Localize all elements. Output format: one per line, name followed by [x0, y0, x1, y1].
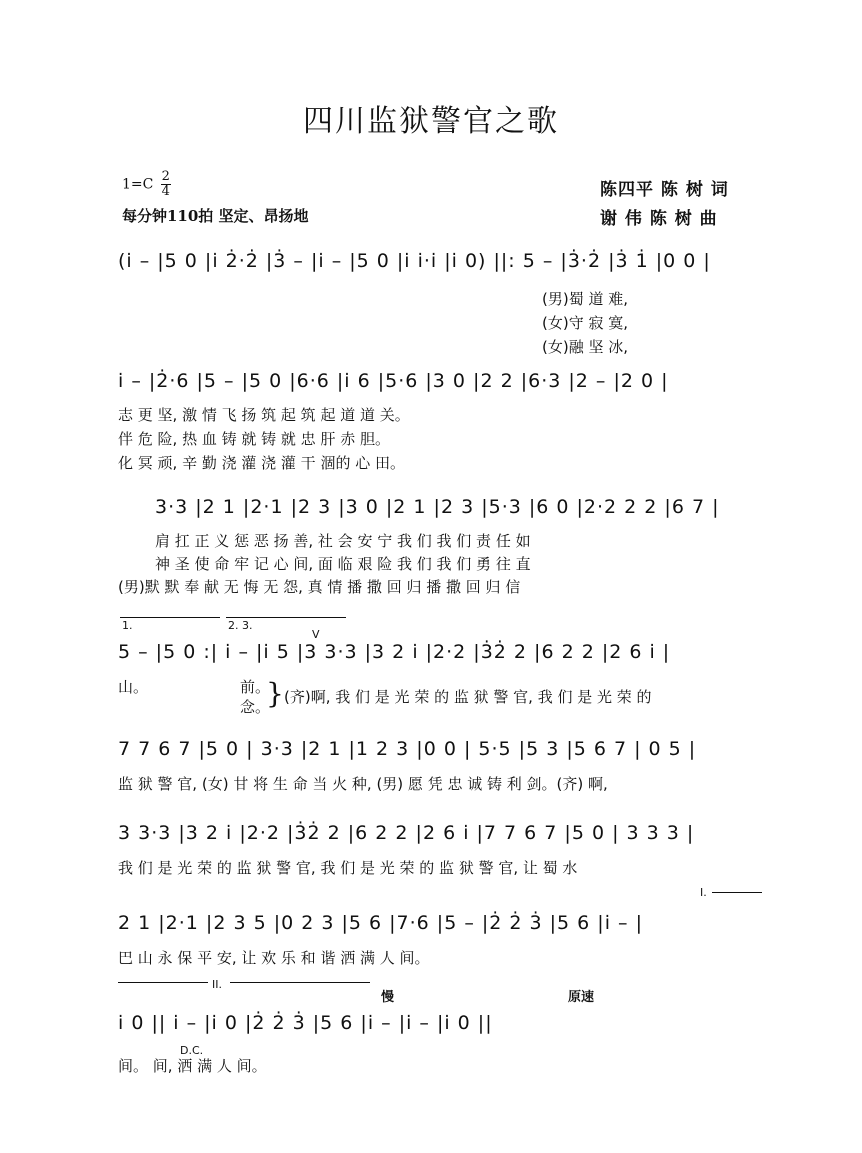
lyrics-line-3-verse-3: (男)默 默 奉 献 无 悔 无 怨, 真 情 播 撒 回 归 播 撒 回 归 信: [118, 578, 521, 596]
key-label: 1=C: [122, 176, 154, 193]
notation-line-8: i̇ 0 || i̇ – |i̇ 0 |2̇ 2̇ 3̇ |5 6 |i̇ – |i̇ – |i̇ 0 ||: [118, 1012, 493, 1034]
slow-marking: 慢: [381, 990, 395, 1005]
lyrics-line-1-verse-1: (男)蜀 道 难,: [542, 290, 629, 308]
time-signature: [161, 170, 171, 199]
volta-23-bracket: [226, 617, 346, 618]
notation-line-3: 3·3 |2 1 |2·1 |2 3 |3 0 |2 1 |2 3 |5·3 |6 0 |2·2 2 2 |6 7 |: [155, 496, 720, 518]
time-sig-top: 2: [161, 169, 170, 184]
notation-line-4: 5 – |5 0 :| i̇ – |i̇ 5 |3 3·3 |3 2 i̇ |2·2 |3̇2̇ 2 |6 2 2 |2 6 i̇ |: [118, 641, 671, 663]
lyrics-line-1-verse-2: (女)守 寂 寞,: [542, 314, 629, 332]
lyrics-line-5: 监 狱 警 官, (女) 甘 将 生 命 当 火 种, (男) 愿 凭 忠 诚 铸 利 剑。(齐) 啊,: [118, 775, 608, 793]
lyrics-line-2-verse-2: 伴 危 险, 热 血 铸 就 铸 就 忠 肝 赤 胆。: [118, 430, 390, 448]
notation-line-6: 3 3·3 |3 2 i̇ |2·2 |3̇2̇ 2 |6 2 2 |2 6 i̇ |7 7 6 7 |5 0 | 3 3 3 |: [118, 822, 695, 844]
a-tempo-marking: 原速: [568, 990, 595, 1005]
lyricist-credit: 陈四平 陈 树 词: [600, 180, 729, 200]
lyrics-line-2-verse-1: 志 更 坚, 激 情 飞 扬 筑 起 筑 起 道 道 关。: [118, 406, 410, 424]
volta-23-label: 2. 3.: [228, 619, 253, 632]
lyrics-line-4-end-3: 念。: [240, 698, 271, 716]
lyrics-line-2-verse-3: 化 冥 顽, 辛 勤 浇 灌 浇 灌 干 涸的 心 田。: [118, 454, 405, 472]
volta-1-bracket: [120, 617, 220, 618]
volta-I-bracket: [712, 892, 762, 893]
time-sig-bottom: 4: [161, 184, 170, 199]
tempo-marking: 每分钟110拍 坚定、昂扬地: [122, 207, 309, 225]
key-signature: [122, 170, 171, 199]
notation-line-7: 2 1 |2·1 |2 3 5 |0 2 3 |5 6 |7·6 |5 – |2̇ 2̇ 3̇ |5 6 |i̇ – |: [118, 912, 643, 934]
volta-I-label: I.: [700, 886, 707, 899]
lyrics-line-6: 我 们 是 光 荣 的 监 狱 警 官, 我 们 是 光 荣 的 监 狱 警 官, 让 蜀 水: [118, 859, 578, 877]
song-title: 四川监狱警官之歌: [303, 104, 559, 139]
lyrics-line-3-verse-1: 肩 扛 正 义 惩 恶 扬 善, 社 会 安 宁 我 们 我 们 责 任 如: [155, 532, 531, 550]
notation-line-1: (i̇ – |5 0 |i̇ 2̇·2̇ |3̇ – |i̇ – |5 0 |i̇ i̇·i̇ |i̇ 0) ||: 5 – |3̇·2̇ |3̇ 1̇ |0 0 |: [118, 250, 711, 272]
volta-1-label: 1.: [122, 619, 133, 632]
lyrics-line-1-verse-3: (女)融 坚 冰,: [542, 338, 629, 356]
lyrics-line-4-end-1: 山。: [118, 678, 149, 696]
lyrics-line-8: 间。 间, 洒 满 人 间。: [118, 1057, 267, 1075]
volta-II-label: II.: [212, 978, 222, 991]
lyrics-line-4-end-2: 前。: [240, 678, 271, 696]
volta-I-continuation: [118, 982, 208, 983]
lyrics-line-3-verse-2: 神 圣 使 命 牢 记 心 间, 面 临 艰 险 我 们 我 们 勇 往 直: [155, 555, 531, 573]
brace-symbol: }: [266, 677, 284, 710]
notation-line-2: i̇ – |2̇·6 |5 – |5 0 |6·6 |i̇ 6 |5·6 |3 0 |2 2 |6·3 |2 – |2 0 |: [118, 370, 669, 392]
dc-marking: D.C.: [180, 1044, 204, 1057]
composer-credit: 谢 伟 陈 树 曲: [600, 209, 718, 229]
breath-mark: V: [312, 628, 320, 641]
volta-II-bracket: [230, 982, 370, 983]
notation-line-5: 7 7 6 7 |5 0 | 3·3 |2 1 |1 2 3 |0 0 | 5·5 |5 3 |5 6 7 | 0 5 |: [118, 738, 697, 760]
lyrics-line-7: 巴 山 永 保 平 安, 让 欢 乐 和 谐 洒 满 人 间。: [118, 949, 430, 967]
lyrics-line-4: (齐)啊, 我 们 是 光 荣 的 监 狱 警 官, 我 们 是 光 荣 的: [284, 688, 652, 706]
